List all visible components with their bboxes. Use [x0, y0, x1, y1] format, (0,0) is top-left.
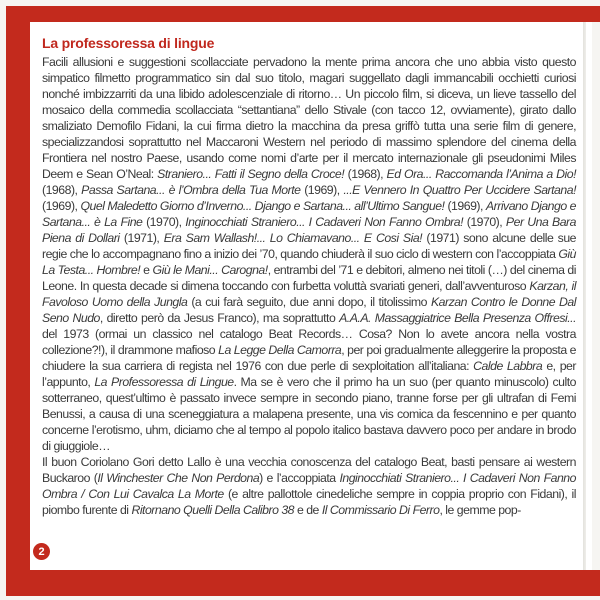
- page-edge-shadow: [583, 22, 586, 570]
- frame-left-band: [6, 6, 30, 596]
- article-body: [42, 54, 576, 518]
- frame-top-band: [6, 6, 600, 22]
- paragraph: Il buon Coriolano Gori detto Lallo è una vecchia conoscenza del catalogo Beat, basti pensare ai western Buckaroo (Il Winchester Che Non Perdona) e l’accoppiata Inginocchiati Straniero... I Cadaveri Non Fanno Ombra / Con Lui Cavalca La Morte (e altre pallottole cinedeliche sempre in coppia proprio con Fidani), il piombo furente di Ritornano Quelli Della Calibro 38 e de Il Commissario Di Ferro, le gemme pop-: [42, 455, 576, 517]
- page-paper: [30, 22, 592, 570]
- page-number: 2: [38, 545, 45, 558]
- paragraph: Facili allusioni e suggestioni scollacciate pervadono la mente prima ancora che uno abbia visto questo simpatico filmetto programmatico sin dal suo titolo, magari suggellato dagli immancabili occhietti curiosi nonché imbizzarriti da una libido adolescenziale di ritorno… Un piccolo film, si diceva, un lieve tassello del mosaico della commedia scollacciata “settantiana” dello Stivale (con tacco 12, ovviamente), girato dallo smaliziato Demofilo Fidani, la cui firma dietro la macchina da presa griffò tutta una serie film di genere, specializzandosi soprattutto nel Maccaroni Western nel periodo di massimo splendore del cinema della Frontiera nel nostro Paese, usando come nomi d’arte per il mercato internazionale gli pseudonimi Miles Deem e Sean O’Neal: Straniero... Fatti il Segno della Croce! (1968), Ed Ora... Raccomanda l’Anima a Dio! (1968), Passa Sartana... è l’Ombra della Tua Morte (1969), ...E Vennero In Quattro Per Uccidere Sartana! (1969), Quel Maledetto Giorno d’Inverno... Django e Sartana... all’Ultimo Sangue! (1969), Arrivano Django e Sartana... è La Fine (1970), Inginocchiati Straniero... I Cadaveri Non Fanno Ombra! (1970), Per Una Bara Piena di Dollari (1971), Era Sam Wallash!... Lo Chiamavano... E Cosi Sia! (1971) sono alcune delle sue regie che lo accompagnano fino a inizio dei ’70, quando chiuderà il suo ciclo di western con l’accoppiata Giù La Testa... Hombre! e Giù le Mani... Carogna!, entrambi del ’71 e debitori, almeno nei titoli (…) del cinema di Leone. In questa decade si dimena toccando con furbetta voluttà svariati generi, dall’avventuroso Karzan, il Favoloso Uomo della Jungla (a cui farà seguito, due anni dopo, il titolissimo Karzan Contro le Donne Dal Seno Nudo, diretto però da Jesus Franco), ma soprattutto A.A.A. Massaggiatrice Bella Presenza Offresi... del 1973 (ormai un classico nel catalogo Beat Records… Cosa? Non lo avete ancora nella vostra collezione?!), il drammone mafioso La Legge Della Camorra, per poi gradualmente alleggerire la proposta e chiudere la sua carriera di regista nel 1976 con due perle di sexploitation all’italiana: Calde Labbra e, per l’appunto, La Professoressa di Lingue. Ma se è vero che il primo ha un suo (per quanto minuscolo) culto sotterraneo, quest’ultimo è passato invece sempre in secondo piano, tranne forse per gli ultrafan di Femi Benussi, a causa di una sceneggiatura a malapena presente, una vis comica da fescennino e per quanto concerne l’erotismo, uhm, diciamo che al tempo al popolo italico bastava davvero poco per andare in brodo di giuggiole…: [42, 55, 577, 453]
- frame-bottom-band: [6, 570, 600, 596]
- page-number-badge: [33, 543, 50, 560]
- article-title: La professoressa di lingue: [42, 35, 215, 51]
